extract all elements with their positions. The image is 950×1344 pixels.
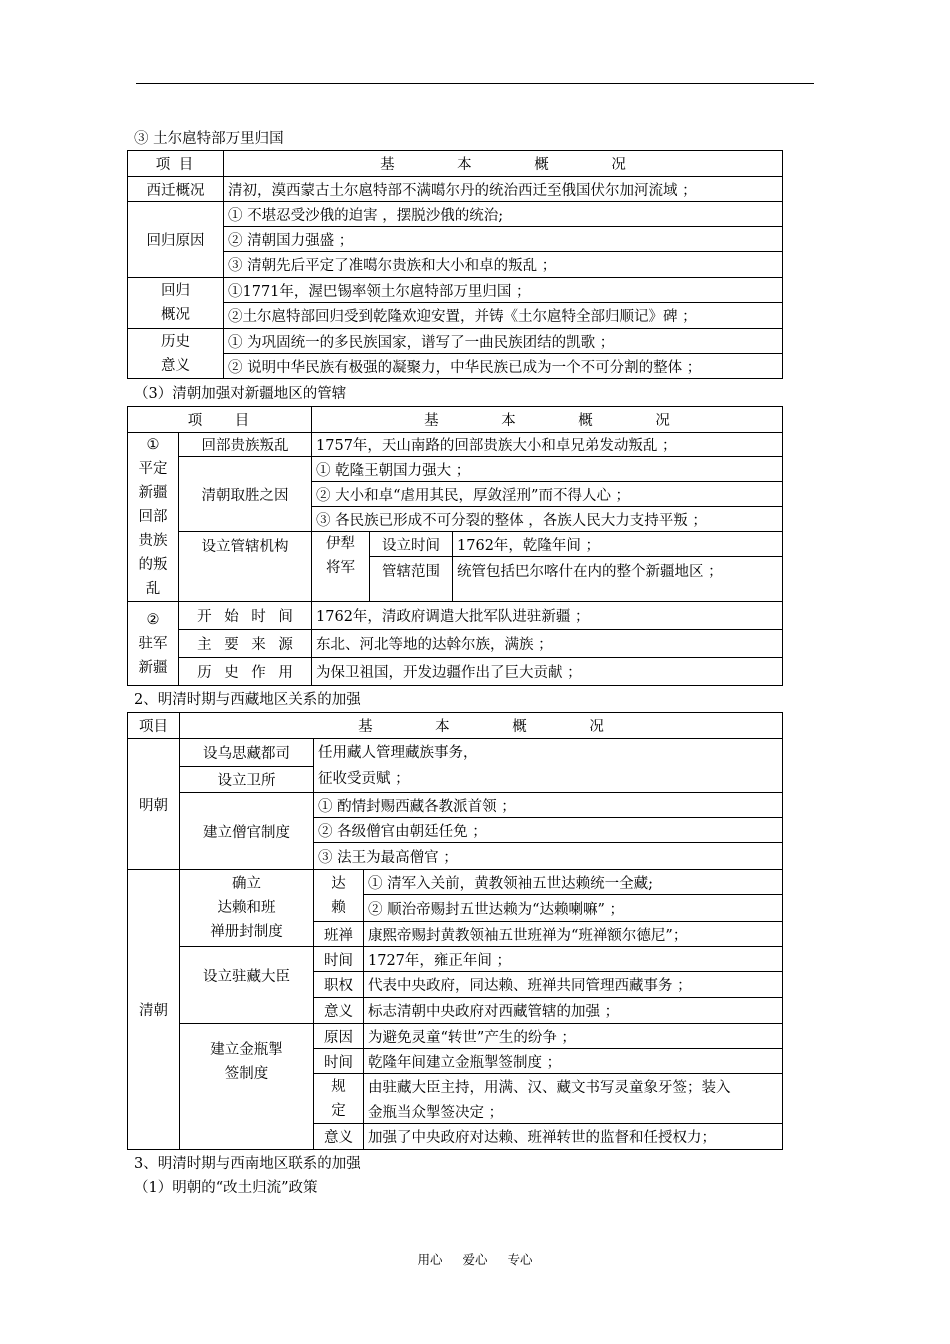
dalai-item: ① 清军入关前，黄教领袖五世达赖统一全藏; [364,870,783,895]
row-label-source: 主 要 来 源 [179,630,312,658]
label-line: 建立金瓶掣 [210,1042,283,1058]
row-label-wei: 设立卫所 [180,767,314,793]
monk-item: ① 酌情封赐西藏各教派首领 ； [314,793,783,818]
return-item: ①1771年，渥巴锡率领土尔扈特部万里归国 ； [224,278,783,303]
label-line: 伊犁 [326,536,356,552]
label-line: 达 [331,875,346,892]
section-heading-xinjiang: （3）清朝加强对新疆地区的管辖 [134,386,347,402]
label-line: 定 [331,1102,346,1119]
label-line: 历史 [161,333,190,350]
monk-item: ③ 法王为最高僧官 ； [314,843,783,870]
amban-key: 时间 [314,947,364,972]
xinjiang-table [127,406,783,686]
label-line: 意义 [161,357,190,374]
amban-key: 意义 [314,998,364,1024]
row-text-rebellion: 1757年，天山南路的回部贵族大小和卓兄弟发动叛乱 ； [312,433,783,457]
header-rule [136,83,814,84]
row-text-effect: 为保卫祖国，开发边疆作出了巨大贡献 ； [312,658,783,686]
urn-rule-line: 由驻藏大臣主持，用满、汉、藏文书写灵童象牙签；装入 [364,1074,783,1100]
label-line: ① [146,437,160,453]
label-line: 赖 [331,899,346,916]
victory-item: ① 乾隆王朝国力强大 ； [312,457,783,482]
amban-key: 职权 [314,972,364,998]
label-line: 新疆 [138,485,168,501]
dalai-item: ② 顺治帝赐封五世达赖为“达赖喇嘛” ； [364,895,783,922]
row-label-reasons: 回归原因 [128,202,224,278]
ili-general [312,532,370,602]
ming-admin-text [314,739,783,793]
group-label-pacify [128,433,179,602]
victory-item: ② 大小和卓“虐用其民，厚敛淫刑”而不得人心 ； [312,482,783,507]
subheading-gaitu-guiliu: （1）明朝的“改土归流”政策 [134,1180,318,1196]
urn-rule-key [314,1074,364,1124]
urn-key: 原因 [314,1024,364,1049]
header-item: 项 目 [128,407,312,433]
amban-value: 1727年，雍正年间 ； [364,947,783,972]
group-label-garrison [128,602,179,686]
label-line: ② [146,611,160,628]
significance-item: ① 为巩固统一的多民族国家，谱写了一曲民族团结的凯歌 ； [224,329,783,354]
row-label-conferment [180,870,314,947]
label-line: 回部 [138,509,168,525]
section-heading-torghut: ③ 土尔扈特部万里归国 [134,131,284,147]
row-label-wusi: 设乌思藏都司 [180,739,314,767]
panchen-label: 班禅 [314,922,364,947]
amban-value: 标志清朝中央政府对西藏管辖的加强 ； [364,998,783,1024]
row-label-institution: 设立管辖机构 [179,532,312,602]
reason-item: ① 不堪忍受沙俄的迫害 ，摆脱沙俄的统治; [224,202,783,227]
urn-key: 时间 [314,1049,364,1074]
reason-item: ② 清朝国力强盛 ； [224,227,783,252]
text-line: 任用藏人管理藏族事务， [318,744,478,761]
label-line: 回归 [161,283,190,299]
header-item: 项 目 [128,151,224,177]
label-line: 乱 [145,581,161,597]
row-label-westward: 西迁概况 [128,177,224,202]
victory-item: ③ 各民族已形成不可分裂的整体 ，各族人民大力支持平叛 ； [312,507,783,532]
time-label: 设立时间 [370,532,453,557]
row-text-source: 东北、河北等地的达斡尔族，满族 ； [312,630,783,658]
reason-item: ③ 清朝先后平定了准噶尔贵族和大小和卓的叛乱 ； [224,252,783,278]
return-item: ②土尔扈特部回归受到乾隆欢迎安置，并铸《土尔扈特全部归顺记》碑 ； [224,303,783,329]
urn-value: 为避免灵童“转世”产生的纷争 ； [364,1024,783,1049]
dalai-label [314,870,364,922]
row-text-westward: 清初，漠西蒙古土尔扈特部不满噶尔丹的统治西迁至俄国伏尔加河流域 ； [224,177,783,202]
urn-rule-line: 金瓶当众掣签决定 ； [364,1100,783,1124]
period-label-qing: 清朝 [128,870,180,1150]
footer-word: 用心 [417,1252,443,1267]
row-label-monk: 建立僧官制度 [180,793,314,870]
text-line: 征收受贡赋 ； [318,770,410,787]
row-label-start: 开 始 时 间 [179,602,312,630]
torghut-table [127,150,783,379]
footer-word: 爱心 [462,1252,488,1267]
urn-value: 加强了中央政府对达赖、班禅转世的监督和任授权力； [364,1124,783,1150]
label-line: 规 [331,1078,346,1095]
section-heading-southwest: 3、明清时期与西南地区联系的加强 [134,1156,361,1172]
label-line: 概况 [161,307,190,323]
label-line: 达赖和班 [217,900,276,916]
significance-item: ② 说明中华民族有极强的凝聚力，中华民族已成为一个不可分割的整体 ； [224,354,783,379]
row-label-effect: 历 史 作 用 [179,658,312,686]
panchen-text: 康熙帝赐封黄教领袖五世班禅为“班禅额尔德尼”； [364,922,783,947]
label-line: 平定 [138,461,168,477]
period-label-ming: 明朝 [128,739,180,870]
section-heading-tibet: 2、明清时期与西藏地区关系的加强 [134,692,361,708]
scope-label: 管辖范围 [370,557,453,602]
row-label-significance [128,329,224,379]
row-label-amban: 设立驻藏大臣 [180,947,314,1024]
header-overview: 基 本 概 况 [180,713,783,739]
footer-word: 专心 [507,1252,533,1267]
scope-text: 统管包括巴尔喀什在内的整个新疆地区 ； [453,557,783,602]
header-overview: 基 本 概 况 [224,151,783,177]
row-text-start: 1762年，清政府调遣大批军队进驻新疆 ； [312,602,783,630]
label-line: 确立 [232,876,261,892]
header-item: 项目 [128,713,180,739]
label-line: 禅册封制度 [210,924,283,940]
row-label-return [128,278,224,329]
label-line: 驻军 [138,635,168,652]
label-line: 贵族 [138,533,168,549]
urn-key: 意义 [314,1124,364,1150]
label-line: 的叛 [138,557,168,573]
tibet-table [127,712,783,1150]
amban-value: 代表中央政府，同达赖、班禅共同管理西藏事务 ； [364,972,783,998]
time-text: 1762年，乾隆年间 ； [453,532,783,557]
label-line: 签制度 [224,1066,269,1082]
header-overview: 基 本 概 况 [312,407,783,433]
row-label-golden-urn [180,1024,314,1150]
page-footer [0,1250,950,1268]
monk-item: ② 各级僧官由朝廷任免 ； [314,818,783,843]
label-line: 新疆 [138,659,168,676]
label-line: 将军 [326,560,356,576]
row-label-victory: 清朝取胜之因 [179,457,312,532]
row-label-rebellion: 回部贵族叛乱 [179,433,312,457]
urn-value: 乾隆年间建立金瓶掣签制度 ； [364,1049,783,1074]
